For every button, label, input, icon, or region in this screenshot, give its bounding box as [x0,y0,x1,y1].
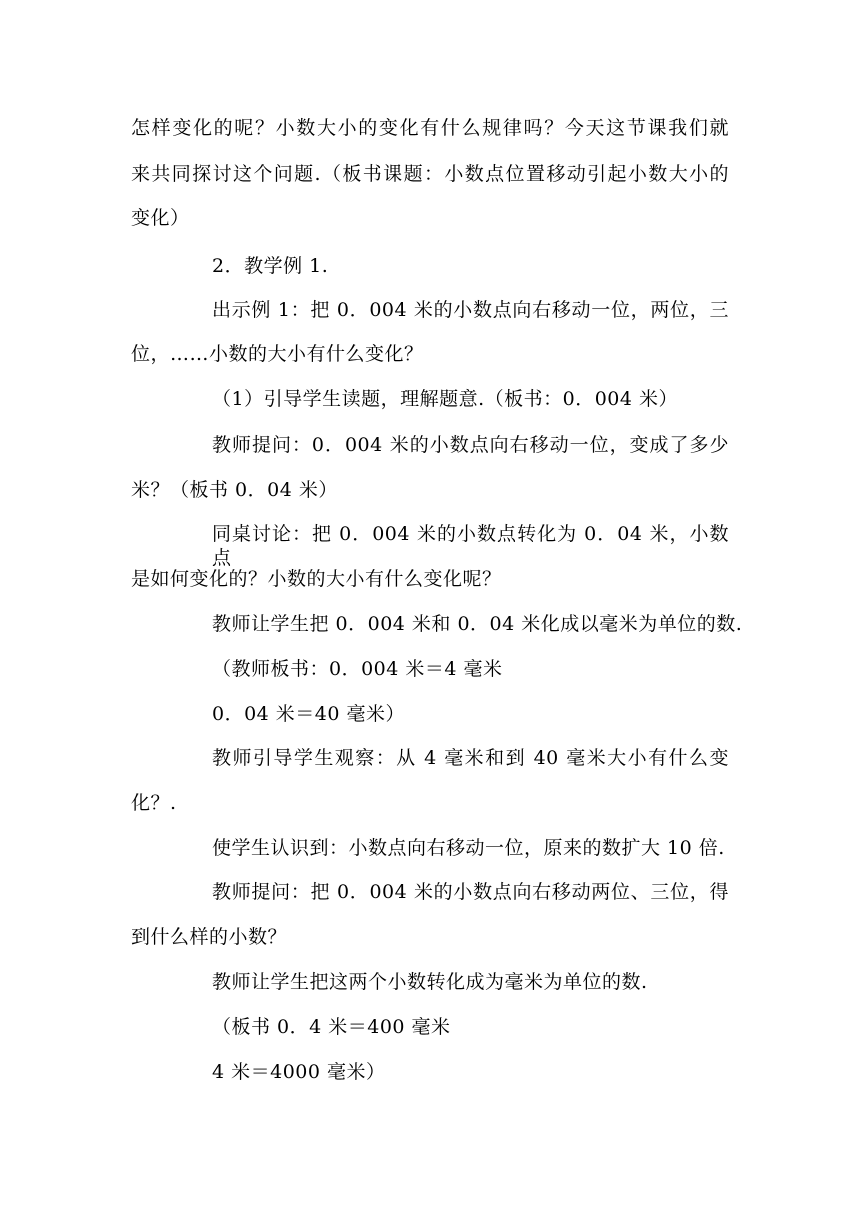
text-line: 4 米＝4000 毫米） [212,1061,386,1083]
text-line: 0．04 米＝40 毫米） [212,703,406,725]
text-line: （板书 0．4 米＝400 毫米 [212,1016,451,1038]
text-line: （1）引导学生读题，理解题意.（板书：0．004 米） [212,388,679,410]
text-line: 教师提问：0．004 米的小数点向右移动一位，变成了多少 [212,434,729,456]
text-line: 教师引导学生观察：从 4 毫米和到 40 毫米大小有什么变 [212,747,729,769]
text-line: 教师让学生把这两个小数转化成为毫米为单位的数. [212,971,648,993]
text-line: 教师让学生把 0．004 米和 0．04 米化成以毫米为单位的数. [212,613,743,635]
text-line: 出示例 1：把 0．004 米的小数点向右移动一位，两位，三 [212,299,729,321]
text-line: 来共同探讨这个问题.（板书课题：小数点位置移动引起小数大小的 [131,163,729,185]
text-line: 同桌讨论：把 0．004 米的小数点转化为 0．04 米，小数点 [212,523,729,569]
text-line: 怎样变化的呢？小数大小的变化有什么规律吗？今天这节课我们就 [131,117,729,139]
text-line: 位，……小数的大小有什么变化？ [131,343,424,365]
text-line: 2．教学例 1. [212,255,329,277]
text-line: 是如何变化的？小数的大小有什么变化呢？ [131,568,502,590]
text-line: 米？（板书 0．04 米） [131,479,338,501]
text-line: （教师板书：0．004 米＝4 毫米 [212,658,503,680]
text-line: 到什么样的小数？ [131,926,288,948]
text-line: 化？. [131,792,177,814]
text-line: 变化） [131,207,190,229]
text-line: 使学生认识到：小数点向右移动一位，原来的数扩大 10 倍. [212,837,725,859]
text-line: 教师提问：把 0．004 米的小数点向右移动两位、三位，得 [212,881,729,903]
